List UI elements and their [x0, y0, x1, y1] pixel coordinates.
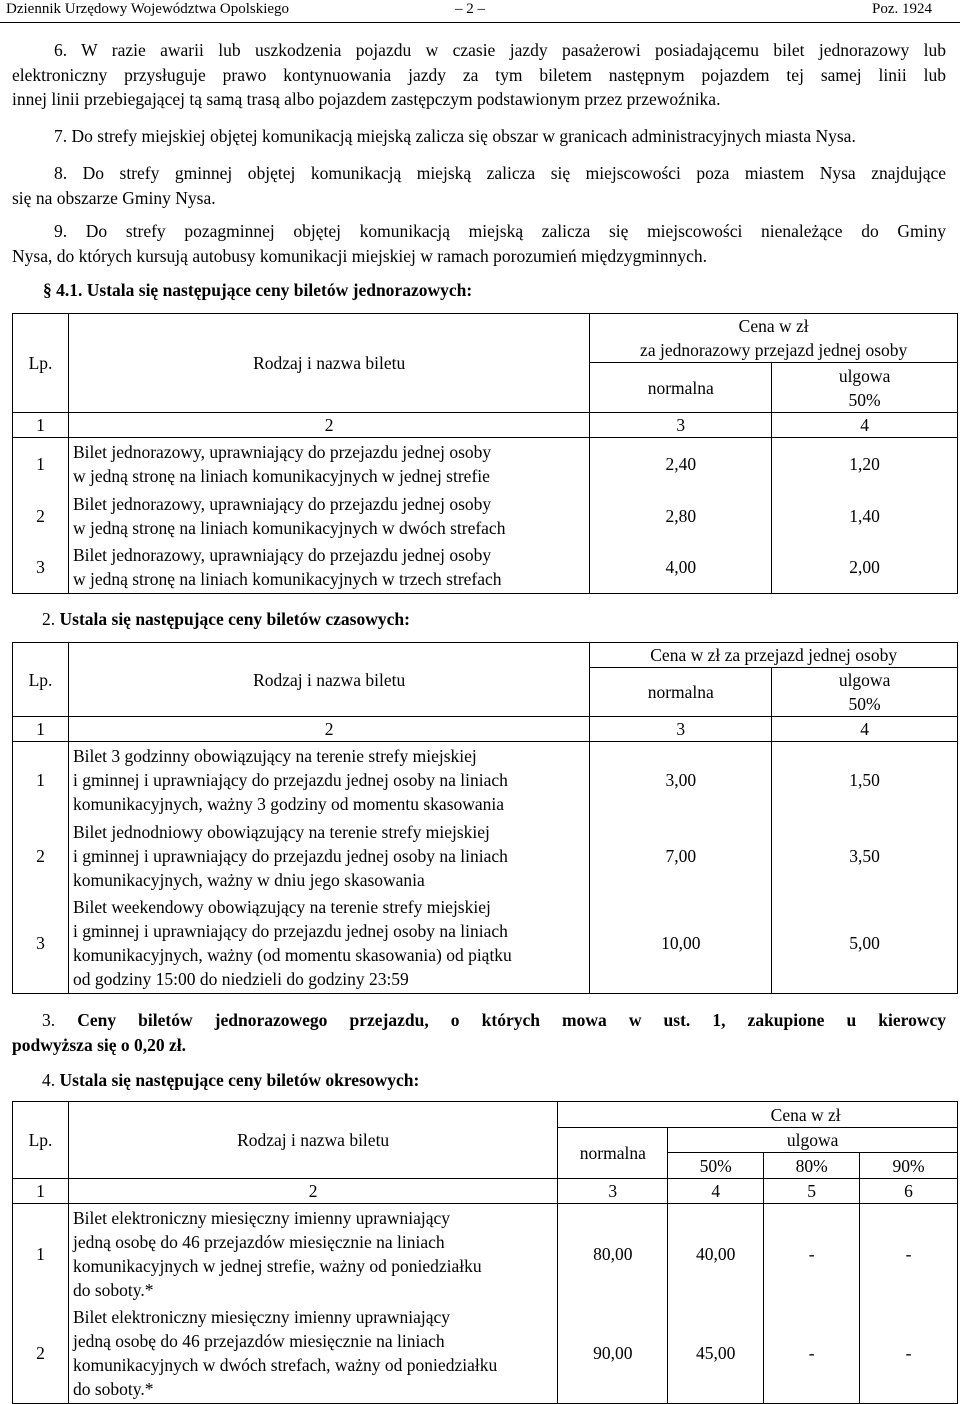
- row-lp: 3: [13, 894, 69, 994]
- row-reduced-price: 2,00: [772, 542, 958, 594]
- description-line: komunikacyjnych, ważny 3 godziny od momentu skasowania: [72, 793, 505, 814]
- paragraph-line: 8. Do strefy gminnej objętej komunikacją miejską zalicza się miejscowości poza miastem Nysa znajdujące: [54, 163, 946, 183]
- header-ticket-name: Rodzaj i nazwa biletu: [68, 314, 589, 413]
- column-index-row: [13, 717, 958, 742]
- description-line: i gminnej i uprawniający do przejazdu jednej osoby na liniach: [72, 845, 508, 866]
- paragraph-6: [12, 38, 946, 112]
- column-index: 2: [68, 1179, 557, 1204]
- description-line: Bilet jednorazowy, uprawniający do przejazdu jednej osoby: [72, 441, 492, 462]
- description-line: komunikacyjnych w dwóch strefach, ważny od poniedziałku: [72, 1355, 498, 1376]
- section-text: Ustala się następujące ceny biletów okresowych:: [59, 1070, 420, 1090]
- row-lp: 2: [13, 818, 69, 894]
- paragraph-line: elektroniczny przysługuje prawo kontynuowania jazdy za tym biletem następnym pojazdem tej samej linii lub: [12, 64, 946, 85]
- header-ticket-name: Rodzaj i nazwa biletu: [68, 1102, 557, 1179]
- header-normal: normalna: [558, 1128, 668, 1179]
- row-normal-price: 90,00: [558, 1304, 668, 1404]
- header-lp: Lp.: [13, 314, 69, 413]
- row-normal-price: 4,00: [590, 542, 772, 594]
- header-price: [590, 314, 958, 363]
- row-reduced-price: 3,50: [772, 818, 958, 894]
- table-row: [13, 1304, 958, 1404]
- row-reduced-50-price: 40,00: [668, 1204, 764, 1304]
- paragraph-text: Ceny biletów jednorazowego przejazdu, o których mowa w ust. 1, zakupione u kierowcy: [77, 1010, 946, 1030]
- description-line: w jedną stronę na liniach komunikacyjnych w trzech strefach: [72, 569, 502, 590]
- description-line: Bilet elektroniczny miesięczny imienny uprawniający: [72, 1207, 451, 1228]
- row-reduced-90-price: -: [860, 1304, 958, 1404]
- section-text: Ustala się następujące ceny biletów jednorazowych:: [86, 280, 473, 300]
- description-line: Bilet jednorazowy, uprawniający do przejazdu jednej osoby: [72, 493, 492, 514]
- row-description: [68, 542, 589, 594]
- row-lp: 1: [13, 438, 69, 490]
- column-index-row: [13, 413, 958, 438]
- row-reduced-50-price: 45,00: [668, 1304, 764, 1404]
- header-reduced: ulgowa: [668, 1128, 958, 1153]
- header-price: Cena w zł: [558, 1102, 958, 1128]
- page-header: [0, 0, 960, 23]
- header-reduced-80: 80%: [764, 1153, 860, 1179]
- section-number: 2.: [42, 609, 56, 629]
- table-row: [13, 438, 958, 490]
- table-row: [13, 1204, 958, 1304]
- description-line: Bilet weekendowy obowiązujący na terenie strefy miejskiej: [72, 897, 491, 918]
- header-reduced: [772, 363, 958, 413]
- row-reduced-price: 1,40: [772, 490, 958, 542]
- column-index: 1: [13, 717, 69, 742]
- row-normal-price: 7,00: [590, 818, 772, 894]
- description-line: w jedną stronę na liniach komunikacyjnych w dwóch strefach: [72, 517, 506, 538]
- column-index-row: [13, 1179, 958, 1204]
- column-index: 4: [772, 413, 958, 438]
- row-lp: 3: [13, 542, 69, 594]
- table-row: [13, 490, 958, 542]
- row-lp: 1: [13, 742, 69, 818]
- table-row: [13, 894, 958, 994]
- row-description: [68, 1304, 557, 1404]
- column-index: 3: [590, 413, 772, 438]
- row-normal-price: 2,80: [590, 490, 772, 542]
- single-ticket-price-table: [12, 313, 958, 594]
- table-row: [13, 818, 958, 894]
- row-description: [68, 1204, 557, 1304]
- header-lp: Lp.: [13, 1102, 69, 1179]
- row-lp: 2: [13, 490, 69, 542]
- row-normal-price: 2,40: [590, 438, 772, 490]
- description-line: do soboty.*: [72, 1379, 154, 1400]
- section-number: 4.: [42, 1070, 56, 1090]
- description-line: komunikacyjnych, ważny w dniu jego skasowania: [72, 869, 425, 890]
- row-reduced-price: 1,20: [772, 438, 958, 490]
- description-line: do soboty.*: [72, 1279, 154, 1300]
- column-index: 1: [13, 1179, 69, 1204]
- header-reduced-50: 50%: [668, 1153, 764, 1179]
- page-number: – 2 –: [455, 1, 485, 17]
- row-reduced-80-price: -: [764, 1204, 860, 1304]
- description-line: Bilet elektroniczny miesięczny imienny uprawniający: [72, 1307, 451, 1328]
- description-line: komunikacyjnych w jednej strefie, ważny od poniedziałku: [72, 1255, 482, 1276]
- column-index: 2: [68, 413, 589, 438]
- header-reduced-label: ulgowa: [838, 670, 891, 690]
- column-index: 3: [590, 717, 772, 742]
- section-4-1-heading: [43, 278, 472, 303]
- row-reduced-90-price: -: [860, 1204, 958, 1304]
- row-reduced-price: 1,50: [772, 742, 958, 818]
- header-reduced-percent: 50%: [848, 694, 881, 714]
- row-description: [68, 742, 589, 818]
- description-line: od godziny 15:00 do niedzieli do godziny 23:59: [72, 969, 409, 990]
- column-index: 3: [558, 1179, 668, 1204]
- row-description: [68, 818, 589, 894]
- header-price-line: za jednorazowy przejazd jednej osoby: [640, 340, 908, 360]
- paragraph-line: 9. Do strefy pozagminnej objętej komunikacją miejską zalicza się miejscowości nienależące do Gminy: [54, 221, 946, 241]
- section-number: § 4.1.: [43, 280, 83, 300]
- row-normal-price: 10,00: [590, 894, 772, 994]
- row-description: [68, 490, 589, 542]
- position-number: Poz. 1924: [872, 1, 932, 17]
- header-normal: normalna: [590, 668, 772, 717]
- table-row: [13, 542, 958, 594]
- row-normal-price: 80,00: [558, 1204, 668, 1304]
- row-reduced-80-price: -: [764, 1304, 860, 1404]
- header-price: Cena w zł za przejazd jednej osoby: [590, 643, 958, 668]
- period-ticket-price-table: [12, 1101, 958, 1404]
- table-row: [13, 742, 958, 818]
- paragraph-line: Nysa, do których kursują autobusy komunikacji miejskiej w ramach porozumień międzygminnych.: [12, 245, 707, 266]
- table-header-row: [13, 1102, 958, 1128]
- section-number: 3.: [42, 1010, 56, 1030]
- section-text: Ustala się następujące ceny biletów czasowych:: [59, 609, 410, 629]
- paragraph-9: [12, 219, 946, 268]
- description-line: Bilet jednodniowy obowiązujący na terenie strefy miejskiej: [72, 821, 490, 842]
- description-line: jedną osobę do 46 przejazdów miesięcznie na liniach: [72, 1331, 445, 1352]
- row-normal-price: 3,00: [590, 742, 772, 818]
- row-description: [68, 894, 589, 994]
- description-line: komunikacyjnych, ważny (od momentu skasowania) od piątku: [72, 945, 512, 966]
- header-price-line: Cena w zł: [738, 316, 809, 336]
- header-normal: normalna: [590, 363, 772, 413]
- description-line: i gminnej i uprawniający do przejazdu jednej osoby na liniach: [72, 769, 508, 790]
- row-reduced-price: 5,00: [772, 894, 958, 994]
- column-index: 4: [668, 1179, 764, 1204]
- section-2-heading: [42, 607, 410, 632]
- header-reduced-percent: 50%: [848, 389, 881, 410]
- paragraph-7: 7. Do strefy miejskiej objętej komunikacją miejską zalicza się obszar w granicach administracyjnych miasta Nysa.: [54, 126, 856, 146]
- description-line: jedną osobę do 46 przejazdów miesięcznie na liniach: [72, 1231, 445, 1252]
- column-index: 6: [860, 1179, 958, 1204]
- table-header-row: [13, 643, 958, 668]
- column-index: 2: [68, 717, 589, 742]
- paragraph-8: [12, 161, 946, 210]
- journal-title: Dziennik Urzędowy Województwa Opolskiego: [6, 1, 290, 17]
- row-lp: 2: [13, 1304, 69, 1404]
- description-line: Bilet 3 godzinny obowiązujący na terenie strefy miejskiej: [72, 745, 477, 766]
- paragraph-line: [12, 1008, 946, 1033]
- column-index: 5: [764, 1179, 860, 1204]
- description-line: w jedną stronę na liniach komunikacyjnych w jednej strefie: [72, 465, 490, 486]
- paragraph-line: się na obszarze Gminy Nysa.: [12, 187, 216, 208]
- header-reduced-90: 90%: [860, 1153, 958, 1179]
- column-index: 4: [772, 717, 958, 742]
- header-reduced: [772, 668, 958, 717]
- section-4-heading: [42, 1068, 419, 1093]
- header-reduced-label: ulgowa: [838, 365, 891, 386]
- description-line: Bilet jednorazowy, uprawniający do przejazdu jednej osoby: [72, 545, 492, 566]
- table-header-row: [13, 314, 958, 363]
- row-lp: 1: [13, 1204, 69, 1304]
- paragraph-line: 6. W razie awarii lub uszkodzenia pojazdu w czasie jazdy pasażerowi posiadającemu bilet jednorazowy lub: [54, 40, 946, 60]
- header-lp: Lp.: [13, 643, 69, 717]
- paragraph-line: innej linii przebiegającej tą samą trasą albo pojazdem zastępczym podstawionym przez przewoźnika.: [12, 89, 721, 109]
- paragraph-line: podwyższa się o 0,20 zł.: [12, 1034, 187, 1055]
- row-description: [68, 438, 589, 490]
- description-line: i gminnej i uprawniający do przejazdu jednej osoby na liniach: [72, 921, 508, 942]
- time-ticket-price-table: [12, 642, 958, 994]
- header-ticket-name: Rodzaj i nazwa biletu: [68, 643, 589, 717]
- section-3-paragraph: [12, 1008, 946, 1057]
- column-index: 1: [13, 413, 69, 438]
